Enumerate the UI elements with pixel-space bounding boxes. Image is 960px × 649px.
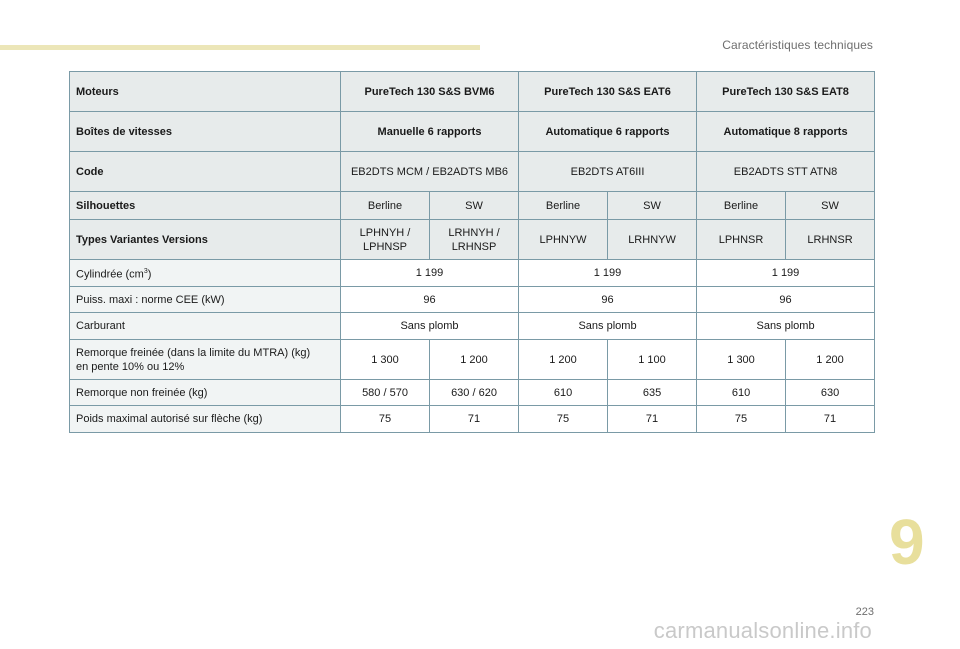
table-row-silhouettes [70,192,875,220]
row-label: Remorque non freinée (kg) [70,380,341,406]
table-cell: 96 [697,287,875,313]
table-cell: 1 200 [519,340,608,380]
table-row-boites [70,112,875,152]
chapter-number: 9 [889,506,925,578]
row-label: Carburant [70,313,341,340]
table-cell: EB2DTS MCM / EB2ADTS MB6 [341,152,519,192]
table-cell: PureTech 130 S&S BVM6 [341,72,519,112]
table-cell: Manuelle 6 rapports [341,112,519,152]
table-cell: LPHNYH / LPHNSP [341,220,430,260]
specifications-table [69,71,875,433]
table-cell: 75 [519,406,608,433]
table-row-puissance [70,287,875,313]
table-cell: 610 [697,380,786,406]
table-cell: 1 200 [430,340,519,380]
table-cell: 630 / 620 [430,380,519,406]
label-text-end: ) [147,268,152,281]
table-cell: LRHNSR [786,220,875,260]
table-cell: 96 [519,287,697,313]
table-cell: 1 199 [341,260,519,287]
table-row-carburant [70,313,875,340]
table-cell: Berline [341,192,430,220]
label-superscript: 3 [143,267,148,275]
table-cell: 1 200 [786,340,875,380]
table-cell: 75 [341,406,430,433]
table-cell: 1 199 [697,260,875,287]
table-cell: SW [608,192,697,220]
table-cell: 610 [519,380,608,406]
row-label: Puiss. maxi : norme CEE (kW) [70,287,341,313]
table-cell: Automatique 6 rapports [519,112,697,152]
table-cell: 630 [786,380,875,406]
section-title: Caractéristiques techniques [722,38,873,52]
label-text: Cylindrée (cm [76,268,144,281]
table-cell: 635 [608,380,697,406]
table-row-moteurs [70,72,875,112]
table-cell: Sans plomb [341,313,519,340]
table-row-cylindree [70,260,875,287]
table-row-code [70,152,875,192]
row-label: Code [70,152,341,192]
table-cell: 1 300 [341,340,430,380]
row-label: Boîtes de vitesses [70,112,341,152]
table-cell: PureTech 130 S&S EAT6 [519,72,697,112]
table-cell: EB2ADTS STT ATN8 [697,152,875,192]
table-cell: Automatique 8 rapports [697,112,875,152]
table-cell: PureTech 130 S&S EAT8 [697,72,875,112]
table-cell: Berline [697,192,786,220]
table-cell: LRHNYW [608,220,697,260]
table-cell: 71 [608,406,697,433]
row-label: Types Variantes Versions [70,220,341,260]
row-label [70,260,341,287]
table-cell: 96 [341,287,519,313]
table-cell: Sans plomb [697,313,875,340]
table-cell: 71 [786,406,875,433]
table-cell: SW [786,192,875,220]
table-cell: 1 199 [519,260,697,287]
table-cell: Berline [519,192,608,220]
table-cell: Sans plomb [519,313,697,340]
label-line-2: en pente 10% ou 12% [76,360,185,373]
table-cell: LPHNYW [519,220,608,260]
table-cell: LRHNYH / LRHNSP [430,220,519,260]
table-cell: SW [430,192,519,220]
row-label: Poids maximal autorisé sur flèche (kg) [70,406,341,433]
table-cell: 71 [430,406,519,433]
row-label: Moteurs [70,72,341,112]
label-line-1: Remorque freinée (dans la limite du MTRA) (kg) [76,346,311,359]
table-row-poids-fleche [70,406,875,433]
row-label [70,340,341,380]
table-cell: LPHNSR [697,220,786,260]
watermark: carmanualsonline.info [653,618,872,643]
table-cell: 1 100 [608,340,697,380]
table-cell: 75 [697,406,786,433]
row-label: Silhouettes [70,192,341,220]
page-number: 223 [855,606,874,618]
table-row-types [70,220,875,260]
table-row-remorque-non-freinee [70,380,875,406]
header-accent-bar [0,45,480,50]
table-row-remorque-freinee [70,340,875,380]
table-cell: 1 300 [697,340,786,380]
table-cell: EB2DTS AT6III [519,152,697,192]
table-cell: 580 / 570 [341,380,430,406]
